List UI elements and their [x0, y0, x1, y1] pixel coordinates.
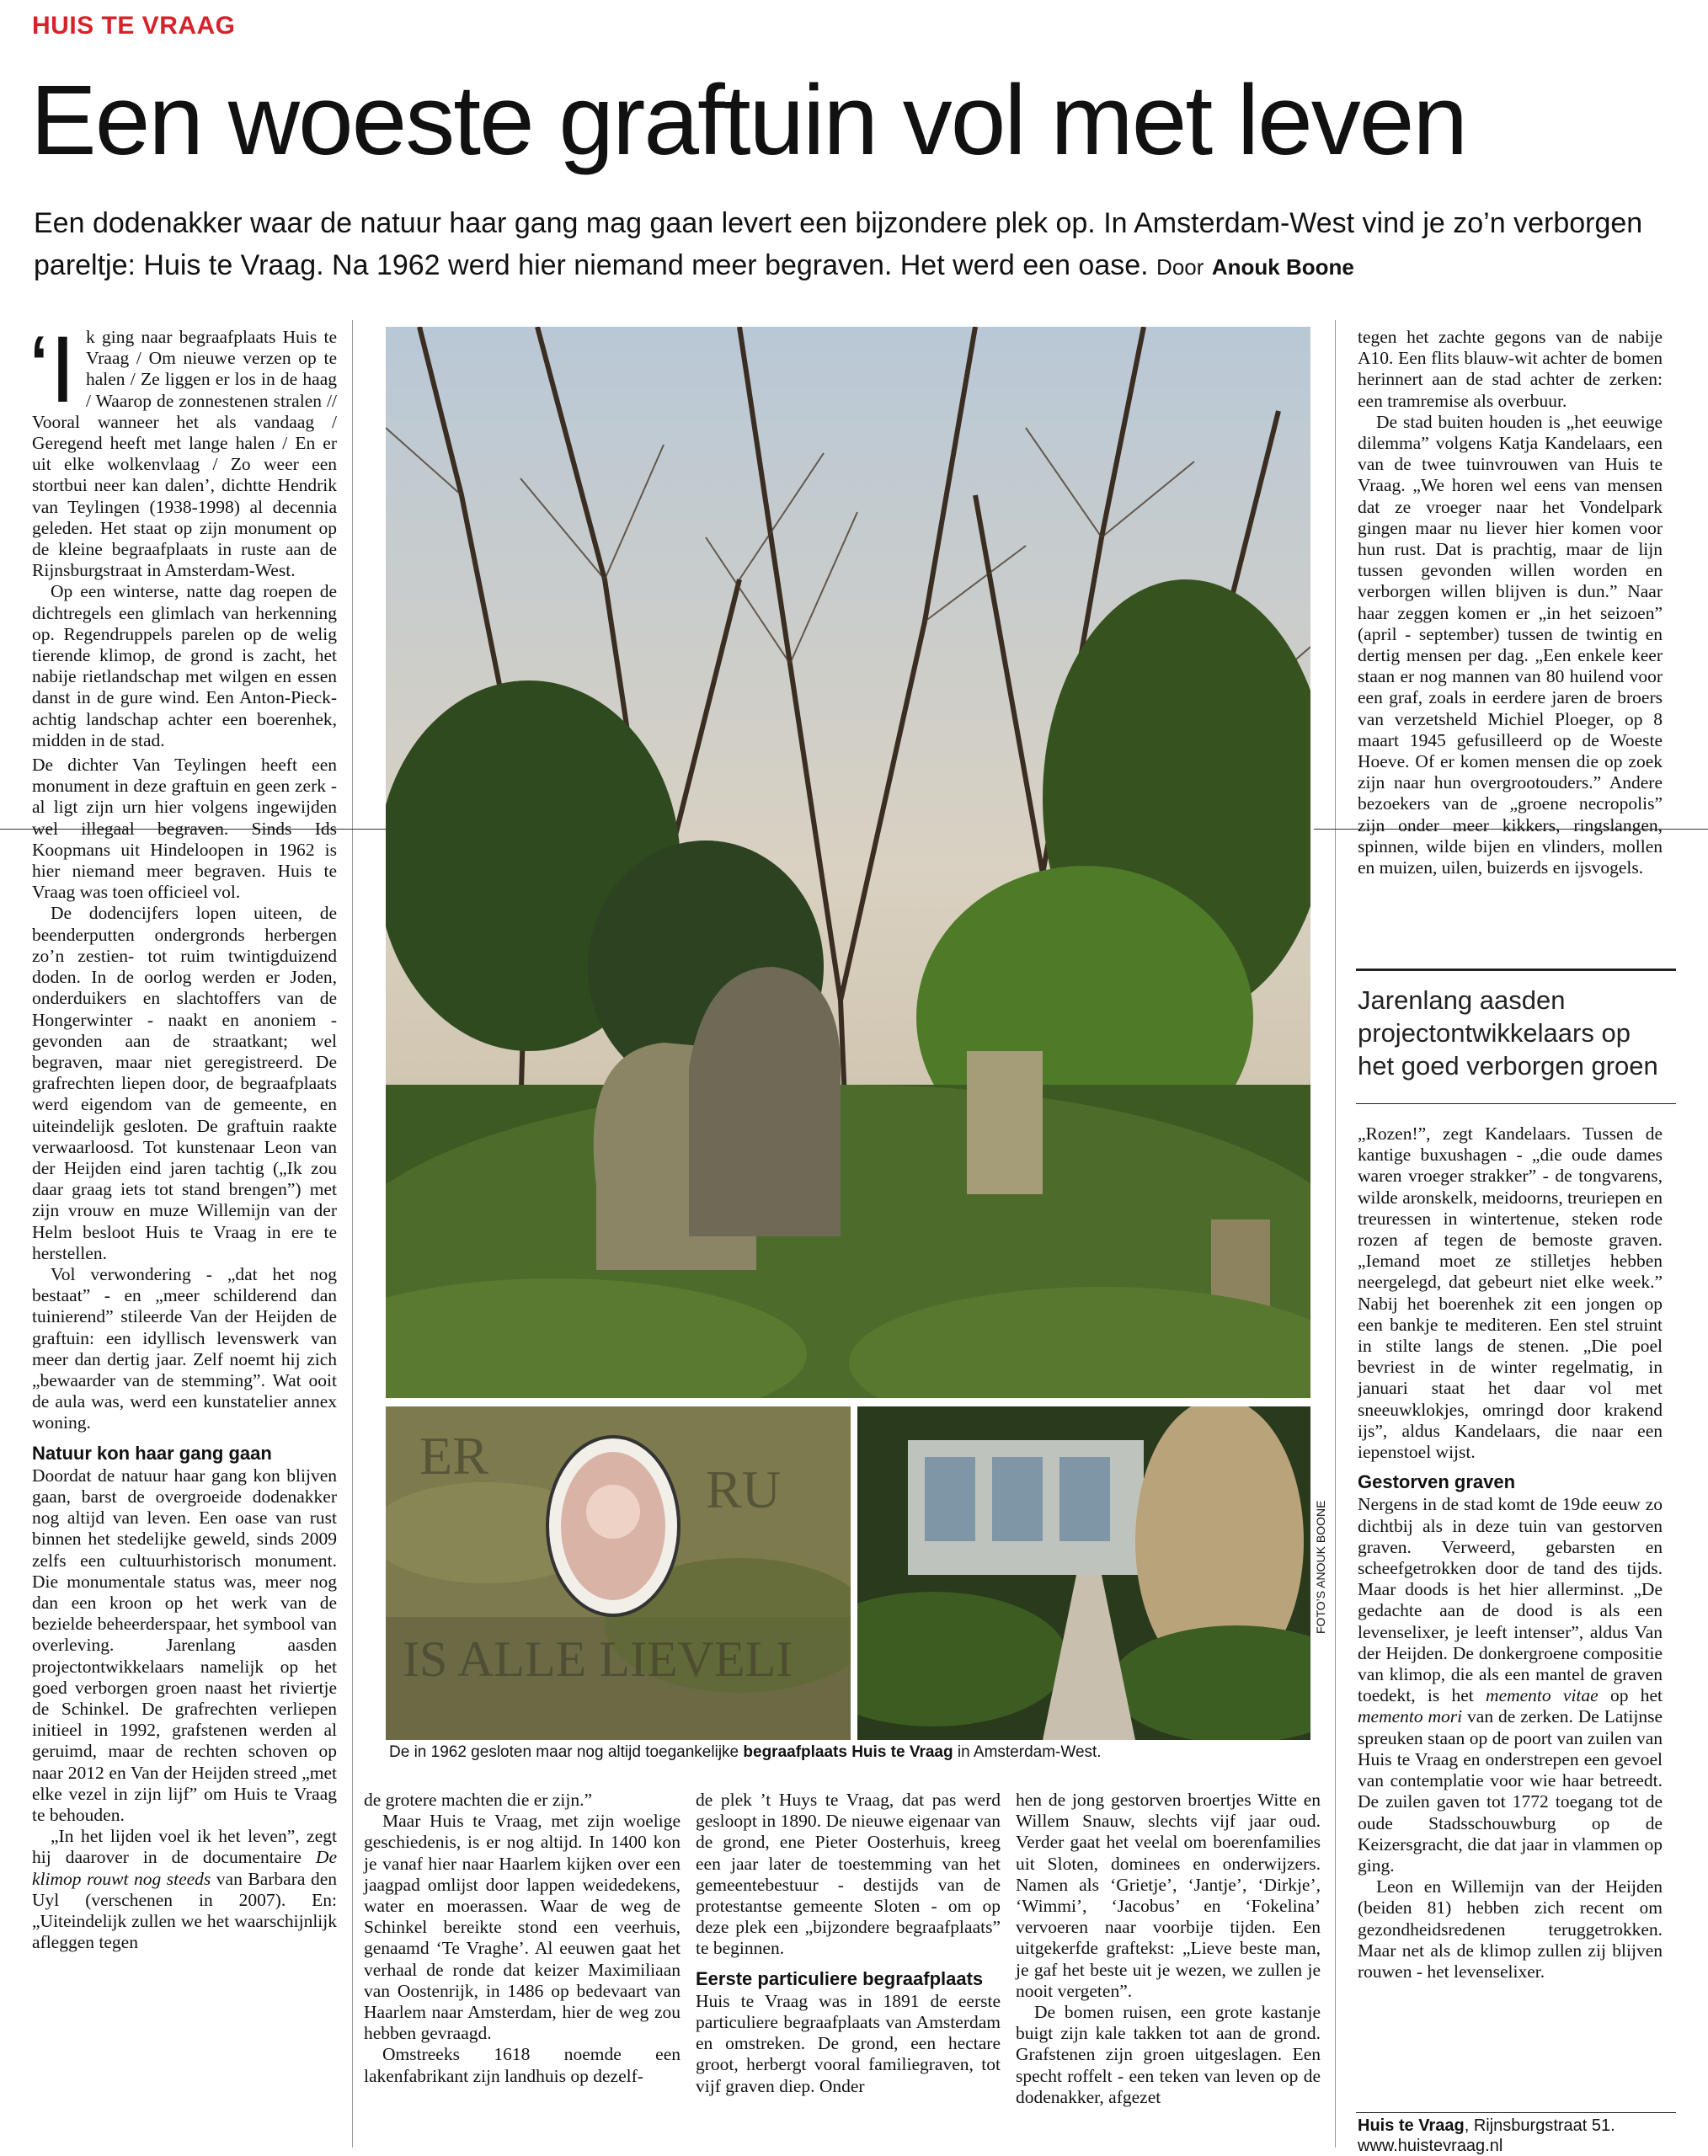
paragraph: Maar Huis te Vraag, met zijn woelige geschiedenis, is er nog altijd. In 1400 kon je vanaf hier naar Haarlem kijken over een jaagpad omlijst door lappen weidedekens, water en moerassen. Waar de weg de Schinkel bereikte stond een veerhuis, genaamd ‘Te Vraghe’. Al eeuwen gaat het verhaal de ronde dat keizer Maximiliaan van Oostenrijk, in 1486 op bedevaart van Haarlem naar Amsterdam, hier de weg zou hebben gevraagd. — [364, 1811, 681, 2044]
paragraph: Doordat de natuur haar gang kon blijven gaan, barst de overgroeide dodenakker nog altijd van leven. Een oase van rust binnen het stedelijke geweld, sinds 2009 zelfs een cultuurhistorisch monument. Die monumentale status was, meer nog dan een kroon op het werk van de bezielde beheerderspaar, het symbool van overleving. Jarenlang aasden projectontwikkelaars namelijk op het goed verborgen groen naast het riviertje de Schinkel. De grafrechten verliepen initieel in 1992, grafstenen werden al geruimd, maar de rechten schoven op naar 2012 en Van der Heijden streed „met elke vezel in zijn lijf” om Huis te Vraag te behouden. — [32, 1465, 337, 1826]
paragraph: Huis te Vraag was in 1891 de eerste particuliere begraafplaats van Amsterdam en omstreken. De grond, een hectare groot, herbergt vooral familiegraven, tot vijf graven diep. Onder — [696, 1990, 1001, 2096]
article-column-2 — [364, 1790, 681, 2087]
intro-lead — [34, 202, 1684, 288]
article-column-5-continued — [1358, 1123, 1663, 1983]
paragraph: Leon en Willemijn van der Heijden (beiden 81) hebben zich recent om gezondheidsredenen teruggetrokken. Maar net als de klimop zullen zij blijven rouwen - het levenselixer. — [1358, 1876, 1663, 1982]
column-rule-1 — [352, 320, 353, 2148]
byline-prefix: Door — [1156, 254, 1204, 280]
paragraph: De stad buiten houden is „het eeuwige dilemma” volgens Katja Kandelaars, een van de twee tuinvrouwen van Huis te Vraag. „We horen wel eens van mensen dat ze vroeger naar het Vondelpark gingen maar nu liever hier komen voor hun rust. Dat is prachtig, maar de lijn tussen gevonden willen worden en verborgen willen blijven is dun.” Naar haar zeggen komen er „in het seizoen” (april - september) tussen de twintig en dertig mensen per dag. „Een enkele keer staan er nog mannen van 80 huilend voor een graf, zoals in eerdere jaren de broers van verzetsheld Michiel Ploeger, op 8 maart 1945 gefusilleerd op de Woeste Hoeve. Of er komen mensen die op zoek zijn naar hun overgrootouders.” Andere bezoekers van de „groene necropolis” zijn onder meer kikkers, ringslangen, spinnen, wilde bijen en vlinders, mollen en muizen, uilen, buizerds en ijsvogels. — [1358, 411, 1663, 878]
subheading: Gestorven graven — [1358, 1471, 1516, 1493]
venue-website[interactable]: www.huistevraag.nl — [1358, 2137, 1503, 2155]
paragraph: de grotere machten die er zijn.” — [364, 1790, 592, 1810]
intro-text: Een dodenakker waar de natuur haar gang mag gaan levert een bijzondere plek op. In Amsterdam-West vind je zo’n verborgen pareltje: Huis te Vraag. Na 1962 werd hier niemand meer begraven. Het werd een oase. — [34, 207, 1643, 281]
pullquote-rule-top — [1356, 969, 1676, 971]
main-photo-graveyard — [386, 327, 1310, 1398]
subheading: Natuur kon haar gang gaan — [32, 1442, 272, 1464]
paragraph: hen de jong gestorven broertjes Witte en Willem Snauw, slechts vijf jaar oud. Verder gaat het veelal om boerenfamilies uit Sloten, dominees en onderwijzers. Namen als ‘Grietje’, ‘Jantje’, ‘Dirkje’, ‘Wimmi’, ‘Jacobus’ en ‘Fokelina’ vervoeren naar voorbije tijden. Een uitgekerfde graftekst: „Lieve beste man, je gaf het beste uit je wezen, we zullen je nooit vergeten”. — [1016, 1790, 1321, 2001]
photo-garden-path — [857, 1406, 1310, 1740]
pull-quote: Jarenlang aasden projectontwikkelaars op het goed verborgen groen — [1358, 985, 1658, 1081]
paragraph: Vol verwondering - „dat het nog bestaat” - en „meer schilderend dan tuinierend” stileerde Van der Heijden de graftuin: een idyllisch levenswerk van meer dan dertig jaar. Zelf noemt hij zich „bewaarder van de stemming”. Wat ooit de aula was, werd een kunstatelier annex woning. — [32, 1263, 337, 1433]
paragraph: De dichter Van Teylingen heeft een monument in deze graftuin en geen zerk - al ligt zijn urn hier volgens ingewijden wel illegaal begraven. Sinds Ids Koopmans uit Hindeloopen in 1962 is hier niemand meer begraven. Huis te Vraag was toen officieel vol. — [32, 755, 337, 903]
pullquote-rule-bottom — [1356, 1103, 1676, 1104]
paragraph: „In het lijden voel ik het leven”, zegt hij daarover in de documentaire De klimop rouwt nog steeds van Barbara den Uyl (verschenen in 2007). En: „Uiteindelijk zullen we het waarschijnlijk afleggen tegen — [32, 1826, 337, 1953]
paragraph: Nergens in de stad komt de 19de eeuw zo dichtbij als in deze tuin van gestorven graven. Verweerd, gebarsten en scheefgetrokken door de tand des tijds. Maar doods is het hier allerminst. „De gedachte aan de dood is als een levenselixer, je leeft intenser”, aldus Van der Heijden. De donkergroene compositie van klimop, die als een mantel de graven toedekt, is het memento vitae op het memento mori van de zerken. De Latijnse spreuken staan op de poort van zuilen van Huis te Vraag en onderstrepen een gevoel van contemplatie voor wie haar betreedt. De zuilen gaven tot 1772 toegang tot de oude Stadsschouwburg op de Keizersgracht, die dat jaar in vlammen op ging. — [1358, 1494, 1663, 1876]
author-name: Anouk Boone — [1211, 254, 1354, 280]
caption-bold: begraafplaats Huis te Vraag — [743, 1743, 953, 1761]
photo-gravestone-portrait — [386, 1406, 851, 1740]
paragraph: De bomen ruisen, een grote kastanje buigt zijn kale takken tot aan de grond. Grafstenen zijn groen uitgeslagen. Een specht roffelt - een teken van leven op de dodenakker, afgezet — [1016, 2002, 1321, 2107]
opening-paragraph: ‘Ik ging naar begraafplaats Huis te Vraag / Om nieuwe verzen op te halen / Ze liggen er los in de haag / Waarop de zonnestenen stralen // Vooral wanneer het als vandaag / Geregend heeft met lange halen / En er uit elke wolkenvlaag / Zo weer een stortbui neer kan dalen’, dichtte Hendrik van Teylingen (1938-1998) al decennia geleden. Het staat op zijn monument op de kleine begraafplaats in ruste aan de Rijnsburgstraat in Amsterdam-West. — [29, 317, 337, 581]
paragraph: de plek ’t Huys te Vraag, dat pas werd gesloopt in 1890. De nieuwe eigenaar van de grond, ene Pieter Oosterhuis, kreeg een jaar later de toestemming van het gemeentebestuur - destijds van de protestantse gemeente Sloten - om op deze plek een „bijzondere begraafplaats” te beginnen. — [696, 1790, 1001, 1959]
drop-cap: ‘I — [29, 317, 76, 422]
documentary-title: De klimop rouwt nog steeds — [32, 1847, 337, 1889]
svg-text:RU: RU — [706, 1460, 781, 1519]
venue-info — [1358, 2116, 1678, 2156]
footer-rule — [1356, 2112, 1676, 2113]
venue-name: Huis te Vraag — [1358, 2116, 1465, 2135]
article-column-3 — [696, 1790, 1001, 2097]
paragraph: Op een winterse, natte dag roepen de dichtregels een glimlach van herkenning op. Regendruppels parelen op de welig tierende klimop, de grond is zacht, het nabije rietlandschap met wilgen en essen danst in de gure wind. Een Anton-Pieck-achtig landschap achter een boerenhek, midden in de stad. — [32, 581, 337, 750]
venue-address: , Rijnsburgstraat 51. — [1464, 2116, 1615, 2135]
column-rule-2 — [1335, 320, 1336, 2148]
headline: Een woeste graftuin vol met leven — [30, 65, 1466, 176]
svg-text:ER: ER — [419, 1426, 488, 1486]
photo-credit: FOTO’S ANOUK BOONE — [1314, 1500, 1327, 1634]
photo-caption: De in 1962 gesloten maar nog altijd toegankelijke begraafplaats Huis te Vraag in Amsterdam-West. — [389, 1743, 1102, 1761]
article-column-5 — [1358, 327, 1663, 878]
paragraph: tegen het zachte gegons van de nabije A10. Een flits blauw-wit achter de bomen herinnert aan de stad achter de zerken: een tramremise als overbuur. — [1358, 327, 1663, 411]
paragraph: „Rozen!”, zegt Kandelaars. Tussen de kantige buxushagen - „die oude dames waren vroeger strakker” - de tongvarens, wilde aronskelk, meidoorns, treuriepen en treuressen in wintertenue, steken rode rozen af tegen de bemoste graven. „Iemand moet ze stilletjes hebben neergelegd, dat gebeurt niet elke week.” Nabij het boerenhek zit een jongen op een bankje te mediteren. Een stel struint in stilte langs de stenen. „Die poel bevriest in de winter regelmatig, in januari staat het daar vol met sneeuwklokjes, omringd door krakend ijs”, aldus Kandelaars, die naar een iepenstoel wijst. — [1358, 1123, 1663, 1463]
paragraph: De dodencijfers lopen uiteen, de beenderputten ondergronds herbergen zo’n zestien- tot ruim twintigduizend doden. In de oorlog werden er Joden, onderduikers en slachtoffers van de Hongerwinter - naakt en anoniem - gevonden aan de straatkant; wel begraven, maar niet geregistreerd. De grafrechten liepen door, de begraafplaats werd eigendom van de gemeente, en uiteindelijk gesloten. De graftuin raakte verwaarloosd. Tot kunstenaar Leon van der Heijden eind jaren tachtig („Ik zou daar graag iets tot stand brengen”) met zijn vrouw en muze Willemijn van der Helm besloot Huis te Vraag in ere te herstellen. — [32, 903, 337, 1263]
section-kicker: HUIS TE VRAAG — [32, 12, 236, 40]
subheading: Eerste particuliere begraafplaats — [696, 1967, 984, 1989]
svg-text:IS ALLE LIEVELI: IS ALLE LIEVELI — [403, 1631, 793, 1687]
paragraph: Omstreeks 1618 noemde een lakenfabrikant zijn landhuis op dezelf- — [364, 2044, 681, 2086]
article-column-1 — [29, 317, 337, 1953]
article-column-4 — [1016, 1790, 1321, 2108]
